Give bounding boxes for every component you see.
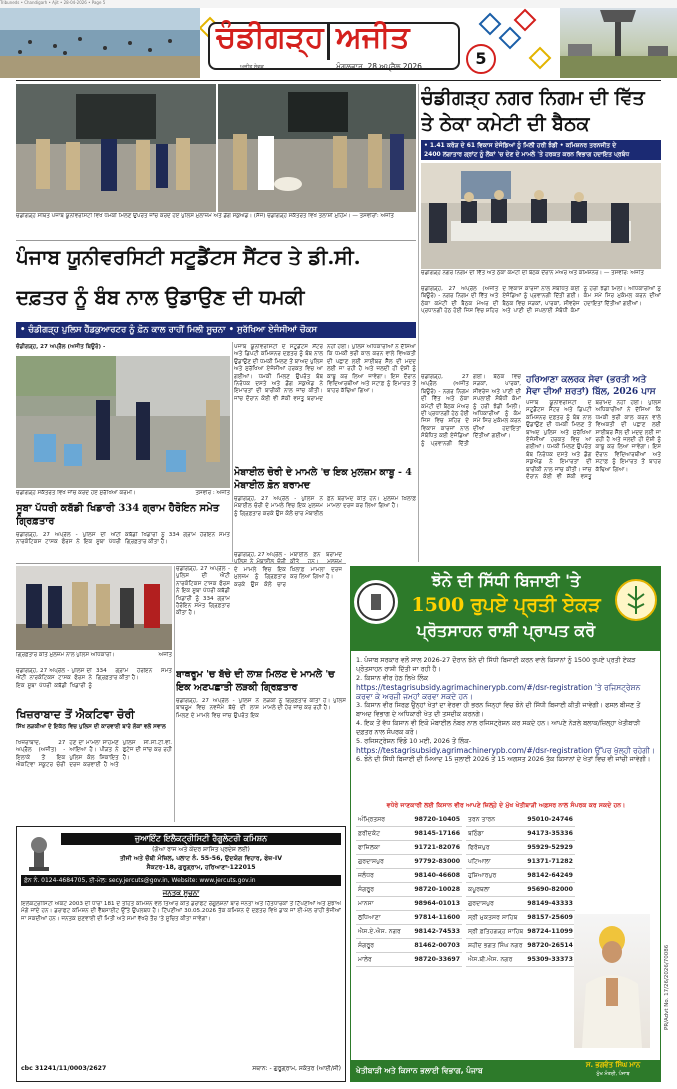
district-name: ਬਠਿੰਡਾ	[468, 829, 484, 837]
district-phone[interactable]: 91371-71282	[527, 858, 573, 865]
ad-point-5: 5. ਰਜਿਸਟ੍ਰੇਸ਼ਨ ਵਿੰਡੋ 10 ਮਈ, 2026 ਤੋਂ ਲਿੰਕ-	[356, 737, 471, 745]
district-name: ਗੁਰਦਾਸਪੁਰ	[358, 857, 384, 865]
ad-title-line2: 1500 ਰੁਪਏ ਪ੍ਰਤੀ ਏਕੜ	[411, 594, 601, 616]
district-name: ਫਾਜ਼ਿਲਕਾ	[358, 843, 381, 851]
jerc-notice-heading: ਜਨਤਕ ਸੂਚਨਾ	[162, 889, 200, 897]
district-phone[interactable]: 98140-46608	[414, 872, 460, 879]
pu-highlights-bar: • ਚੰਡੀਗੜ੍ਹ ਪੁਲਿਸ ਹੈੱਡਕੁਆਰਟਰ ਨੂੰ ਫ਼ੋਨ ਕਾਲ ਰਾਹੀਂ ਮਿਲੀ ਸੂਚਨਾ • ਸੁਰੱਖਿਆ ਏਜੰਸੀਆਂ ਚੌਕਸ	[16, 322, 416, 338]
district-phone[interactable]: 94173-35336	[527, 830, 573, 837]
section-rule	[16, 240, 416, 241]
ad-footer-department: ਖੇਤੀਬਾੜੀ ਅਤੇ ਕਿਸਾਨ ਭਲਾਈ ਵਿਭਾਗ, ਪੰਜਾਬ	[356, 1066, 483, 1075]
pu-headline-line2: ਦਫ਼ਤਰ ਨੂੰ ਬੰਬ ਨਾਲ ਉਡਾਉਣ ਦੀ ਧਮਕੀ	[16, 285, 305, 309]
column-rule	[174, 566, 175, 822]
district-phone[interactable]: 97814-11600	[414, 914, 460, 921]
heroin-body-continued: ਚੰਡੀਗੜ੍ਹ, 27 ਅਪ੍ਰੈਲ - ਪੁਲਿਸ ਦੀ ਐਂਟੀ ਨਾਰਕੋਟਿਕਸ ਟਾਸਕ ਫੋਰਸ ਨੇ ਇਕ ਸੂਬਾ ਪੱਧਰੀ ਕਬੱਡੀ ਖਿਡਾਰੀ ਨੂੰ 334 ਗ੍ਰਾਮ ਹੈਰੋਇਨ ਸਮੇਤ ਗ੍ਰਿਫ਼ਤਾਰ ਕੀਤਾ ਹੈ।	[176, 566, 230, 617]
contact-row	[466, 841, 575, 855]
mc-highlights-bar	[421, 140, 661, 160]
emblem-icon	[23, 833, 55, 873]
fraud-lead-text: ਚੰਡੀਗੜ੍ਹ, 27 ਅਪ੍ਰੈਲ - ਦੇ ਮਾਮਲੇ ਵਿਚ ਇਕ ਮੁਲਜ਼ਮ ਨੂੰ ਗ੍ਰਿਫ਼ਤਾਰ ਕਰਕੇ ਉਸ ਕੋਲੋਂ ਚਾਰ ਮੋਬਾਈਲ ਫ਼ੋਨ ਬਰਾਮਦ ਖ਼ਿਲਾਫ਼ ਮਾਮਲਾ ਦਰਜ ਕਰ ਲਿਆ ਗਿਆ ਹੈ।	[234, 552, 342, 588]
column-rule	[418, 84, 419, 562]
contact-row	[356, 869, 462, 883]
heroin-photo-caption: ਗ੍ਰਿਫ਼ਤਾਰ ਕੀਤੇ ਮੁਲਜ਼ਮ ਨਾਲ ਪੁਲਿਸ ਅਧਿਕਾਰੀ।	[16, 652, 115, 658]
masthead-photo-left	[0, 8, 200, 78]
masthead-rule	[16, 80, 661, 81]
district-name: ਮਾਲੇਰ	[358, 955, 372, 963]
district-name: ਪਟਿਆਲਾ	[468, 857, 491, 865]
print-slug: Tribuneds • Chandigarh • Ajit • 28-04-2026 • Page 5	[0, 0, 677, 8]
district-name: ਸ੍ਰੀ ਮੁਕਤਸਰ ਸਾਹਿਬ	[468, 913, 518, 921]
district-phone[interactable]: 98720-26514	[527, 942, 573, 949]
masthead-tagline: ਅਜੀਤ ਸੇਵਕ	[240, 64, 264, 70]
ad-point-3: 3. ਕਿਸਾਨ ਵੀਰ ਸਿਰਫ਼ ਉਨ੍ਹਾਂ ਖੇਤਾਂ ਦਾ ਵੇਰਵਾ ਹੀ ਭਰਨ ਜਿਨ੍ਹਾਂ ਵਿਚ ਝੋਨੇ ਦੀ ਸਿੱਧੀ ਬਿਜਾਈ ਕੀਤੀ ਜਾਵੇਗੀ। ਫਸਲ ਬੀਜਣ ਤੋਂ ਬਾਅਦ ਵਿਭਾਗ ਦੇ ਅਧਿਕਾਰੀ ਖੇਤ ਦੀ ਤਸਦੀਕ ਕਰਨਗੇ।	[356, 701, 641, 718]
photo-mc-meeting	[421, 163, 661, 269]
heroin-body: ਚੰਡੀਗੜ੍ਹ, 27 ਅਪ੍ਰੈਲ - ਪੁਲਿਸ ਦੀ ਐਂਟੀ ਨਾਰਕੋਟਿਕਸ ਟਾਸਕ ਫੋਰਸ ਨੇ ਇਕ ਸੂਬਾ ਪੱਧਰੀ ਕਬੱਡੀ ਖਿਡਾਰੀ ਨੂੰ 334 ਗ੍ਰਾਮ ਹੈਰੋਇਨ ਸਮੇਤ ਗ੍ਰਿਫ਼ਤਾਰ ਕੀਤਾ ਹੈ।	[16, 532, 230, 546]
district-phone[interactable]: 95010-24746	[527, 816, 573, 823]
ad-title-line1: ਝੋਨੇ ਦੀ ਸਿੱਧੀ ਬਿਜਾਈ 'ਤੇ	[431, 571, 581, 590]
ad-footer-cm-title: ਮੁੱਖ ਮੰਤਰੀ, ਪੰਜਾਬ	[596, 1071, 630, 1077]
contact-row	[466, 883, 575, 897]
contact-row	[466, 869, 575, 883]
district-phone[interactable]: 98724-11099	[527, 928, 573, 935]
ad-point-2: 2. ਕਿਸਾਨ ਵੀਰ ਹੇਠ ਲਿਖੇ ਲਿੰਕ	[356, 674, 428, 682]
theft-subheadline: ਸਿੱਖ ਲੜਕੀਆਂ ਦੇ ਇਕੱਠ ਵਿਚ ਪੁਲਿਸ ਦੀ ਕਾਰਵਾਈ ਬਾਰੇ ਲੋਕਾਂ ਵਲੋਂ ਸਵਾਲ	[16, 724, 166, 730]
district-phone[interactable]: 81462-00703	[414, 942, 460, 949]
ad-points-list	[356, 656, 656, 798]
heroin-photo-credit: ਅਜੀਤ	[158, 652, 172, 658]
district-phone[interactable]: 97792-83000	[414, 858, 460, 865]
clerk-bill-body: ਪੰਜਾਬ ਯੂਨੀਵਰਸਿਟੀ ਦੇ ਸਟੂਡੈਂਟਸ ਸੈਂਟਰ ਅਤੇ ਡਿਪਟੀ ਕਮਿਸ਼ਨਰ ਦਫ਼ਤਰ ਨੂੰ ਬੰਬ ਨਾਲ ਉਡਾਉਣ ਦੀ ਧਮਕੀ ਮਿਲਣ ਤੋਂ ਬਾਅਦ ਪੁਲਿਸ ਅਤੇ ਸੁਰੱਖਿਆ ਏਜੰਸੀਆਂ ਹਰਕਤ ਵਿਚ ਆ ਗਈਆਂ। ਧਮਕੀ ਮਿਲਣ ਉਪਰੰਤ ਬੰਬ ਨਿਰੋਧਕ ਦਸਤੇ ਅਤੇ ਡੌਗ ਸਕੁਐਡ ਨੇ ਇਮਾਰਤਾਂ ਦੀ ਬਾਰੀਕੀ ਨਾਲ ਜਾਂਚ ਕੀਤੀ। ਜਾਂਚ ਦੌਰਾਨ ਕੋਈ ਵੀ ਸ਼ੱਕੀ ਵਸਤੂ ਬਰਾਮਦ ਨਹੀਂ ਹੋਈ। ਪੁਲਿਸ ਅਧਿਕਾਰੀਆਂ ਨੇ ਦੱਸਿਆ ਕਿ ਧਮਕੀ ਭਰੀ ਕਾਲ ਕਰਨ ਵਾਲੇ ਵਿਅਕਤੀ ਦੀ ਪਛਾਣ ਲਈ ਸਾਈਬਰ ਸੈੱਲ ਦੀ ਮਦਦ ਲਈ ਜਾ ਰਹੀ ਹੈ ਅਤੇ ਜਲਦੀ ਹੀ ਦੋਸ਼ੀ ਨੂੰ ਕਾਬੂ ਕਰ ਲਿਆ ਜਾਵੇਗਾ। ਇਸ ਦੌਰਾਨ ਵਿਦਿਆਰਥੀਆਂ ਅਤੇ ਸਟਾਫ਼ ਨੂੰ ਇਮਾਰਤ ਤੋਂ ਬਾਹਰ ਕੱਢਿਆ ਗਿਆ।	[526, 400, 661, 481]
bathroom-case-headline: ਬਾਥਰੂਮ 'ਚ ਬੱਚੇ ਦੀ ਲਾਸ਼ ਮਿਲਣ ਦੇ ਮਾਮਲੇ 'ਚ ਇਕ ਅਣਪਛਾਤੀ ਲੜਕੀ ਗ੍ਰਿਫ਼ਤਾਰ	[176, 669, 335, 693]
district-name: ਜਲੰਧਰ	[358, 871, 374, 879]
contact-row	[466, 813, 575, 827]
ad-footer-cm-name: ਸ. ਭਗਵੰਤ ਸਿੰਘ ਮਾਨ	[585, 1061, 641, 1069]
contact-table-right	[466, 813, 575, 967]
district-phone[interactable]: 98964-01013	[414, 900, 460, 907]
heroin-headline: ਸੂਬਾ ਪੱਧਰੀ ਕਬੱਡੀ ਖਿਡਾਰੀ 334 ਗ੍ਰਾਮ ਹੈਰੋਇਨ ਸਮੇਤ ਗ੍ਰਿਫ਼ਤਾਰ	[16, 503, 220, 527]
contact-row	[356, 897, 462, 911]
district-name: ਕਪੂਰਥਲਾ	[468, 885, 490, 893]
punjab-govt-emblem-icon	[354, 580, 398, 624]
agri-dept-logo-icon	[614, 576, 658, 624]
contact-row	[356, 939, 462, 953]
jerc-signatory: ਸਥਾਨ: - ਗੁਰੂਗ੍ਰਾਮ, ਸਕੱਤਰ (ਆਈ/ਸੀ)	[252, 1065, 341, 1072]
district-phone[interactable]: 95690-82000	[527, 886, 573, 893]
jerc-title: ਜੁਆਇੰਟ ਇਲੈਕਟ੍ਰੀਸਿਟੀ ਰੈਗੂਲੇਟਰੀ ਕਮਿਸ਼ਨ	[61, 833, 341, 845]
district-name: ਹੁਸ਼ਿਆਰਪੁਰ	[468, 871, 497, 879]
contact-row	[466, 953, 575, 967]
mc-body-continued: ਚੰਡੀਗੜ੍ਹ, 27 ਅਪ੍ਰੈਲ (ਅਜੀਤ ਬਿਊਰੋ) - ਨਗਰ ਨਿਗਮ ਦੀ ਵਿੱਤ ਅਤੇ ਠੇਕਾ ਕਮੇਟੀ ਦੀ ਬੈਠਕ ਮੇਅਰ ਦੀ ਪ੍ਰਧਾਨਗੀ ਹੇਠ ਹੋਈ ਜਿਸ ਵਿਚ ਸ਼ਹਿਰ ਦੇ ਵਿਕਾਸ ਕਾਰਜਾਂ ਨਾਲ ਸੰਬੰਧਿਤ ਕਈ ਏਜੰਡਿਆਂ ਨੂੰ ਪ੍ਰਵਾਨਗੀ ਦਿੱਤੀ ਗਈ। ਬੈਠਕ ਵਿਚ ਸੜਕਾਂ, ਪਾਰਕਾਂ, ਸੀਵਰੇਜ ਅਤੇ ਪਾਣੀ ਦੀ ਸਪਲਾਈ ਸੰਬੰਧੀ ਕੰਮਾਂ ਨੂੰ ਹਰੀ ਝੰਡੀ ਮਿਲੀ। ਅਧਿਕਾਰੀਆਂ ਨੂੰ ਕੰਮ ਸਮੇਂ ਸਿਰ ਮੁਕੰਮਲ ਕਰਨ ਦੀਆਂ ਹਦਾਇਤਾਂ ਦਿੱਤੀਆਂ ਗਈਆਂ।	[421, 374, 521, 447]
heroin-body-tail: ਚੰਡੀਗੜ੍ਹ, 27 ਅਪ੍ਰੈਲ - ਪੁਲਿਸ ਦੀ ਐਂਟੀ ਨਾਰਕੋਟਿਕਸ ਟਾਸਕ ਫੋਰਸ ਨੇ ਇਕ ਸੂਬਾ ਪੱਧਰੀ ਕਬੱਡੀ ਖਿਡਾਰੀ ਨੂੰ 334 ਗ੍ਰਾਮ ਹੈਰੋਇਨ ਸਮੇਤ ਗ੍ਰਿਫ਼ਤਾਰ ਕੀਤਾ ਹੈ।	[16, 668, 172, 689]
ad-point-1: 1. ਪੰਜਾਬ ਸਰਕਾਰ ਵਲੋਂ ਸਾਲ 2026-27 ਦੌਰਾਨ ਝੋਨੇ ਦੀ ਸਿੱਧੀ ਬਿਜਾਈ ਕਰਨ ਵਾਲੇ ਕਿਸਾਨਾਂ ਨੂੰ 1500 ਰੁਪਏ ਪ੍ਰਤੀ ਏਕੜ ਪ੍ਰੋਤਸਾਹਨ ਰਾਸ਼ੀ ਦਿੱਤੀ ਜਾ ਰਹੀ ਹੈ।	[356, 656, 636, 673]
district-name: ਐਸ.ਏ.ਐਸ. ਨਗਰ	[358, 927, 401, 935]
ad-contact-tables	[356, 813, 572, 1057]
masthead-title-ajit: ਅਜੀਤ	[336, 20, 410, 55]
district-name: ਗੁਰਦਾਸਪੁਰ	[468, 899, 494, 907]
photo-pu-police-team	[16, 84, 216, 212]
issue-date: ਮੰਗਲਵਾਰ, 28 ਅਪ੍ਰੈਲ 2026	[336, 62, 422, 71]
pu-byline: ਚੰਡੀਗੜ੍ਹ, 27 ਅਪ੍ਰੈਲ (ਅਜੀਤ ਬਿਊਰੋ) -	[16, 344, 106, 350]
section-rule	[16, 563, 346, 564]
district-phone[interactable]: 98720-10405	[414, 816, 460, 823]
district-name: ਸ਼ਹੀਦ ਭਗਤ ਸਿੰਘ ਨਗਰ	[468, 941, 523, 949]
mc-highlight-2: 2400 ਲਗਾਤਾਰ ਗ੍ਰਾਂਟ ਨੂੰ ਲੋਕਾਂ 'ਚ ਦੇਣ ਦੇ ਮਾਮਲੇ 'ਤੇ ਹਰਕਤ ਕਰਨ ਵਿਭਾਗ ਹਦਾਇਤ ਪ੍ਰਬੰਧ	[424, 151, 630, 158]
contact-row	[466, 925, 575, 939]
ad-cta: ਵਧੇਰੇ ਜਾਣਕਾਰੀ ਲਈ ਕਿਸਾਨ ਵੀਰ ਆਪਣੇ ਜ਼ਿਲ੍ਹੇ ਦੇ ਮੁੱਖ ਖੇਤੀਬਾੜੀ ਅਫ਼ਸਰ ਨਾਲ ਸੰਪਰਕ ਕਰ ਸਕਦੇ ਹਨ।	[386, 802, 626, 809]
mc-headline-line2: ਤੇ ਠੇਕਾ ਕਮੇਟੀ ਦੀ ਬੈਠਕ	[421, 113, 590, 135]
contact-row	[356, 911, 462, 925]
contact-row	[356, 855, 462, 869]
district-name: ਅੰਮ੍ਰਿਤਸਰ	[358, 815, 386, 823]
page-number: 5	[466, 44, 496, 74]
ad-point-4: 4. ਇਕ ਤੋਂ ਵੱਧ ਕਿਸਾਨ ਵੀ ਇਕੋ ਮੋਬਾਈਲ ਨੰਬਰ ਨਾਲ ਰਜਿਸਟ੍ਰੇਸ਼ਨ ਕਰ ਸਕਦੇ ਹਨ। ਆਪਣੇ ਨੇੜਲੇ ਬਲਾਕ/ਜ਼ਿਲ੍ਹਾ ਖੇਤੀਬਾੜੀ ਦਫ਼ਤਰ ਨਾਲ ਸੰਪਰਕ ਕਰੋ।	[356, 719, 641, 736]
pu-photo-caption: ਚੰਡੀਗੜ੍ਹ ਸਕੱਤਰੇਤ ਵਿਖੇ ਜਾਂਚ ਕਰਦੇ ਹੋਏ ਸੁਰੱਖਿਆ ਕਰਮੀ।	[16, 490, 136, 496]
masthead-photo-right	[560, 8, 677, 78]
district-name: ਲੁਧਿਆਣਾ	[358, 913, 381, 921]
contact-row	[466, 911, 575, 925]
pu-headline-line1: ਪੰਜਾਬ ਯੂਨੀਵਰਸਿਟੀ ਸਟੂਡੈਂਟਸ ਸੈਂਟਰ ਤੇ ਡੀ.ਸੀ.	[16, 245, 361, 269]
contact-row	[356, 883, 462, 897]
column-rule	[232, 342, 233, 562]
jerc-subtitle: (ਗੋਆ ਰਾਜ ਅਤੇ ਕੇਂਦਰ ਸ਼ਾਸਿਤ ਪ੍ਰਦੇਸ਼ ਲਈ)	[152, 846, 250, 853]
ad-registration-link-2[interactable]: https://testagrisubsidy.agrimachinerypb.com/#/dsr-registration ਉੱਪਰ ਖੁੱਲ੍ਹੀ ਰਹੇਗੀ।	[356, 746, 655, 755]
jerc-ref-number: cbc 31241/11/0003/2627	[21, 1065, 107, 1072]
contact-row	[356, 841, 462, 855]
ad-registration-link[interactable]: https://testagrisubsidy.agrimachinerypb.com/#/dsr-registration 'ਤੇ ਰਜਿਸਟ੍ਰੇਸ਼ਨ ਕਰਵਾ ਕੇ ਅਰਜ਼ੀ ਜਮ੍ਹਾਂ ਕਰਵਾ ਸਕਦੇ ਹਨ।	[356, 683, 641, 701]
district-phone[interactable]: 91721-82076	[414, 844, 460, 851]
jerc-address-line2: ਸੈਕਟਰ-18, ਗੁਰੂਗ੍ਰਾਮ, ਹਰਿਆਣਾ-122015	[146, 864, 256, 871]
jerc-public-notice	[16, 826, 346, 1082]
theft-headline: ਖਿਜ਼ਰਾਬਾਦ ਤੋਂ ਐਕਟਿਵਾ ਚੋਰੀ	[16, 708, 135, 721]
contact-row	[356, 813, 462, 827]
contact-row	[356, 953, 462, 967]
pu-photo-credit: ਤਸਵੀਰ : ਅਜੀਤ	[195, 490, 230, 496]
ad-title-line3: ਪ੍ਰੋਤਸਾਹਨ ਰਾਸ਼ੀ ਪ੍ਰਾਪਤ ਕਰੋ	[416, 621, 596, 640]
open-hand-monument-illustration	[560, 8, 677, 78]
contact-table-left	[356, 813, 462, 967]
district-phone[interactable]: 98142-64249	[527, 872, 573, 879]
masthead-title-chandigarh: ਚੰਡੀਗੜ੍ਹ	[216, 20, 324, 55]
district-phone[interactable]: 95309-33373	[527, 956, 573, 963]
district-name: ਸੰਗਰੂਰ	[358, 941, 375, 949]
clerk-bill-headline: ਹਰਿਆਣਾ ਕਲਰਕ ਸੇਵਾ (ਭਰਤੀ ਅਤੇ ਸੇਵਾ ਦੀਆਂ ਸ਼ਰਤਾਂ) ਬਿੱਲ, 2026 ਪਾਸ	[526, 375, 656, 397]
district-name: ਸੰਗਰੂਰ	[358, 885, 375, 893]
district-phone[interactable]: 98149-43333	[527, 900, 573, 907]
contact-row	[466, 897, 575, 911]
contact-row	[466, 827, 575, 841]
district-name: ਫ਼ਰੀਦਕੋਟ	[358, 829, 381, 837]
bathroom-case-body: ਚੰਡੀਗੜ੍ਹ, 27 ਅਪ੍ਰੈਲ - ਪੁਲਿਸ ਨੇ ਬਾਥਰੂਮ ਵਿਚ ਨਵਜੰਮੇ ਬੱਚੇ ਦੀ ਲਾਸ਼ ਮਿਲਣ ਦੇ ਮਾਮਲੇ ਵਿਚ ਜਾਂਚ ਉਪਰੰਤ ਇਕ ਲੜਕੀ ਨੂੰ ਗ੍ਰਿਫ਼ਤਾਰ ਕੀਤਾ ਹੈ। ਪੁਲਿਸ ਮਾਮਲੇ ਦੀ ਹੋਰ ਜਾਂਚ ਕਰ ਰਹੀ ਹੈ।	[176, 698, 346, 719]
jerc-notice-body: ਇਲੈਕਟ੍ਰੀਸਿਟੀ ਐਕਟ 2003 ਦੀ ਧਾਰਾ 181 ਦੇ ਤਹਿਤ ਕਮਿਸ਼ਨ ਵਲੋਂ ਤਿਆਰ ਕੀਤੇ ਡਰਾਫਟ ਰੈਗੂਲੇਸ਼ਨਾਂ ਬਾਰੇ ਜਨਤਾ ਅਤੇ ਹਿੱਤਧਾਰਕਾਂ ਤੋਂ ਟਿੱਪਣੀਆਂ ਅਤੇ ਸੁਝਾਅ ਮੰਗੇ ਜਾਂਦੇ ਹਨ। ਡਰਾਫਟ ਕਮਿਸ਼ਨ ਦੀ ਵੈੱਬਸਾਈਟ ਉੱਤੇ ਉਪਲਬਧ ਹੈ। ਟਿੱਪਣੀਆਂ 30.05.2026 ਤੱਕ ਕਮਿਸ਼ਨ ਦੇ ਦਫ਼ਤਰ ਵਿਖੇ ਡਾਕ ਜਾਂ ਈ-ਮੇਲ ਰਾਹੀਂ ਭੇਜੀਆਂ ਜਾ ਸਕਦੀਆਂ ਹਨ। ਜਨਤਕ ਸੁਣਵਾਈ ਦੀ ਮਿਤੀ ਅਤੇ ਸਮਾਂ ਵੱਖਰੇ ਤੌਰ 'ਤੇ ਸੂਚਿਤ ਕੀਤਾ ਜਾਵੇਗਾ।	[21, 901, 341, 922]
theft-body: ਖਿਜ਼ਰਾਬਾਦ, 27 ਅਪ੍ਰੈਲ (ਅਜੀਤ) - ਇਲਾਕੇ ਤੋਂ ਇਕ ਐਕਟਿਵਾ ਸਕੂਟਰ ਚੋਰੀ ਹੋਣ ਦਾ ਮਾਮਲਾ ਸਾਹਮਣੇ ਆਇਆ ਹੈ। ਪੀੜਤ ਨੇ ਪੁਲਿਸ ਕੋਲ ਸ਼ਿਕਾਇਤ ਦਰਜ ਕਰਵਾਈ ਹੈ ਅਤੇ ਪੁਲਿਸ ਸੀ.ਸੀ.ਟੀ.ਵੀ. ਫੁਟੇਜ ਦੀ ਜਾਂਚ ਕਰ ਰਹੀ ਹੈ।	[16, 740, 172, 769]
district-name: ਫਿਰੋਜ਼ਪੁਰ	[468, 843, 490, 851]
contact-row	[356, 827, 462, 841]
mc-highlight-1: • 1.41 ਕਰੋੜ ਦੇ 61 ਵਿਕਾਸ ਏਜੰਡਿਆਂ ਨੂੰ ਮਿਲੀ ਹਰੀ ਝੰਡੀ • ਕਮਿਸ਼ਨਰ ਤਰਨਜੀਤ ਦੇ	[424, 142, 617, 149]
district-phone[interactable]: 98157-25609	[527, 914, 573, 921]
mobile-theft-body: ਚੰਡੀਗੜ੍ਹ, 27 ਅਪ੍ਰੈਲ - ਪੁਲਿਸ ਨੇ ਮੋਬਾਈਲ ਚੋਰੀ ਦੇ ਮਾਮਲੇ ਵਿਚ ਇਕ ਮੁਲਜ਼ਮ ਨੂੰ ਗ੍ਰਿਫ਼ਤਾਰ ਕਰਕੇ ਉਸ ਕੋਲੋਂ ਚਾਰ ਮੋਬਾਈਲ ਫ਼ੋਨ ਬਰਾਮਦ ਕੀਤੇ ਹਨ। ਮੁਲਜ਼ਮ ਖ਼ਿਲਾਫ਼ ਮਾਮਲਾ ਦਰਜ ਕਰ ਲਿਆ ਗਿਆ ਹੈ।	[234, 496, 416, 517]
contact-row	[466, 855, 575, 869]
mc-photo-caption: ਚੰਡੀਗੜ੍ਹ ਨਗਰ ਨਿਗਮ ਦੀ ਵਿੱਤ ਅਤੇ ਠੇਕਾ ਕਮੇਟੀ ਦੀ ਬੈਠਕ ਦੌਰਾਨ ਮੇਅਰ ਅਤੇ ਕਮਿਸ਼ਨਰ। — ਤਸਵੀਰ: ਅਜੀਤ	[421, 270, 644, 276]
contact-row	[466, 939, 575, 953]
district-name: ਐਸ.ਬੀ.ਐਸ. ਨਗਰ	[468, 955, 513, 963]
jerc-address-line1: ਤੀਜੀ ਅਤੇ ਚੌਥੀ ਮੰਜ਼ਿਲ, ਪਲਾਟ ਨੰ. 55-56, ਉਦਯੋਗ ਵਿਹਾਰ, ਫੇਜ਼-IV	[119, 855, 283, 862]
photo-secretariat-check	[16, 356, 230, 488]
jerc-contact-bar: ਫ਼ੋਨ ਨੰ. 0124-4684705, ਈ-ਮੇਲ: secy.jercuts@gov.in, Website: www.jercuts.gov.in	[21, 875, 341, 886]
mobile-theft-headline: ਮੋਬਾਈਲ ਚੋਰੀ ਦੇ ਮਾਮਲੇ 'ਚ ਇਕ ਮੁਲਜ਼ਮ ਕਾਬੂ - 4 ਮੋਬਾਈਲ ਫ਼ੋਨ ਬਰਾਮਦ	[234, 467, 412, 491]
cm-portrait	[574, 914, 650, 1048]
pr-advt-number: PR/Advt No. 17/26/2026/70086	[664, 944, 670, 1030]
top-photos-caption: ਚੰਡੀਗੜ੍ਹ ਸਥਿਤ ਪੰਜਾਬ ਯੂਨੀਵਰਸਿਟੀ ਵਿਖੇ ਧਮਕੀ ਮਿਲਣ ਉਪਰੰਤ ਜਾਂਚ ਕਰਦੇ ਹੋਏ ਪੁਲਿਸ ਮੁਲਾਜ਼ਮ ਅਤੇ ਡੌਗ ਸਕੁਐਡ। (ਸੱਜੇ) ਚੰਡੀਗੜ੍ਹ ਸਕੱਤਰੇਤ ਵਿਖੇ ਤਲਾਸ਼ੀ ਮੁਹਿੰਮ। — ਤਸਵੀਰਾਂ: ਅਜੀਤ	[16, 213, 394, 219]
photo-heroin-arrest	[16, 566, 172, 650]
district-name: ਤਰਨ ਤਾਰਨ	[468, 815, 496, 823]
district-name: ਮਾਨਸਾ	[358, 899, 374, 907]
river-scene-illustration	[0, 8, 200, 78]
photo-dog-squad	[218, 84, 416, 212]
ad-point-6: 6. ਝੋਨੇ ਦੀ ਸਿੱਧੀ ਬਿਜਾਈ ਦੀ ਮਿਆਦ 15 ਜੁਲਾਈ 2026 ਤੋਂ 15 ਅਗਸਤ 2026 ਤੱਕ ਕਿਸਾਨਾਂ ਦੇ ਖੇਤਾਂ ਵਿਚ ਵੀ ਜਾਂਚੀ ਜਾਵੇਗੀ।	[356, 755, 651, 763]
masthead-divider	[327, 24, 330, 60]
contact-row	[356, 925, 462, 939]
district-name: ਸ੍ਰੀ ਫ਼ਤਿਹਗੜ੍ਹ ਸਾਹਿਬ	[468, 927, 524, 935]
district-phone[interactable]: 98720-33697	[414, 956, 460, 963]
district-phone[interactable]: 98720-10028	[414, 886, 460, 893]
pu-body-text: ਪੰਜਾਬ ਯੂਨੀਵਰਸਿਟੀ ਦੇ ਸਟੂਡੈਂਟਸ ਸੈਂਟਰ ਅਤੇ ਡਿਪਟੀ ਕਮਿਸ਼ਨਰ ਦਫ਼ਤਰ ਨੂੰ ਬੰਬ ਨਾਲ ਉਡਾਉਣ ਦੀ ਧਮਕੀ ਮਿਲਣ ਤੋਂ ਬਾਅਦ ਪੁਲਿਸ ਅਤੇ ਸੁਰੱਖਿਆ ਏਜੰਸੀਆਂ ਹਰਕਤ ਵਿਚ ਆ ਗਈਆਂ। ਧਮਕੀ ਮਿਲਣ ਉਪਰੰਤ ਬੰਬ ਨਿਰੋਧਕ ਦਸਤੇ ਅਤੇ ਡੌਗ ਸਕੁਐਡ ਨੇ ਇਮਾਰਤਾਂ ਦੀ ਬਾਰੀਕੀ ਨਾਲ ਜਾਂਚ ਕੀਤੀ। ਜਾਂਚ ਦੌਰਾਨ ਕੋਈ ਵੀ ਸ਼ੱਕੀ ਵਸਤੂ ਬਰਾਮਦ ਨਹੀਂ ਹੋਈ। ਪੁਲਿਸ ਅਧਿਕਾਰੀਆਂ ਨੇ ਦੱਸਿਆ ਕਿ ਧਮਕੀ ਭਰੀ ਕਾਲ ਕਰਨ ਵਾਲੇ ਵਿਅਕਤੀ ਦੀ ਪਛਾਣ ਲਈ ਸਾਈਬਰ ਸੈੱਲ ਦੀ ਮਦਦ ਲਈ ਜਾ ਰਹੀ ਹੈ ਅਤੇ ਜਲਦੀ ਹੀ ਦੋਸ਼ੀ ਨੂੰ ਕਾਬੂ ਕਰ ਲਿਆ ਜਾਵੇਗਾ। ਇਸ ਦੌਰਾਨ ਵਿਦਿਆਰਥੀਆਂ ਅਤੇ ਸਟਾਫ਼ ਨੂੰ ਇਮਾਰਤ ਤੋਂ ਬਾਹਰ ਕੱਢਿਆ ਗਿਆ।	[234, 344, 416, 402]
district-phone[interactable]: 95929-52929	[527, 844, 573, 851]
mc-headline-line1: ਚੰਡੀਗੜ੍ਹ ਨਗਰ ਨਿਗਮ ਦੀ ਵਿੱਤ	[421, 87, 645, 109]
mc-body-text: ਚੰਡੀਗੜ੍ਹ, 27 ਅਪ੍ਰੈਲ (ਅਜੀਤ ਬਿਊਰੋ) - ਨਗਰ ਨਿਗਮ ਦੀ ਵਿੱਤ ਅਤੇ ਠੇਕਾ ਕਮੇਟੀ ਦੀ ਬੈਠਕ ਮੇਅਰ ਦੀ ਪ੍ਰਧਾਨਗੀ ਹੇਠ ਹੋਈ ਜਿਸ ਵਿਚ ਸ਼ਹਿਰ ਦੇ ਵਿਕਾਸ ਕਾਰਜਾਂ ਨਾਲ ਸੰਬੰਧਿਤ ਕਈ ਏਜੰਡਿਆਂ ਨੂੰ ਪ੍ਰਵਾਨਗੀ ਦਿੱਤੀ ਗਈ। ਬੈਠਕ ਵਿਚ ਸੜਕਾਂ, ਪਾਰਕਾਂ, ਸੀਵਰੇਜ ਅਤੇ ਪਾਣੀ ਦੀ ਸਪਲਾਈ ਸੰਬੰਧੀ ਕੰਮਾਂ ਨੂੰ ਹਰੀ ਝੰਡੀ ਮਿਲੀ। ਅਧਿਕਾਰੀਆਂ ਨੂੰ ਕੰਮ ਸਮੇਂ ਸਿਰ ਮੁਕੰਮਲ ਕਰਨ ਦੀਆਂ ਹਦਾਇਤਾਂ ਦਿੱਤੀਆਂ ਗਈਆਂ।	[421, 286, 661, 315]
district-phone[interactable]: 98145-17166	[414, 830, 460, 837]
district-phone[interactable]: 98142-74533	[414, 928, 460, 935]
